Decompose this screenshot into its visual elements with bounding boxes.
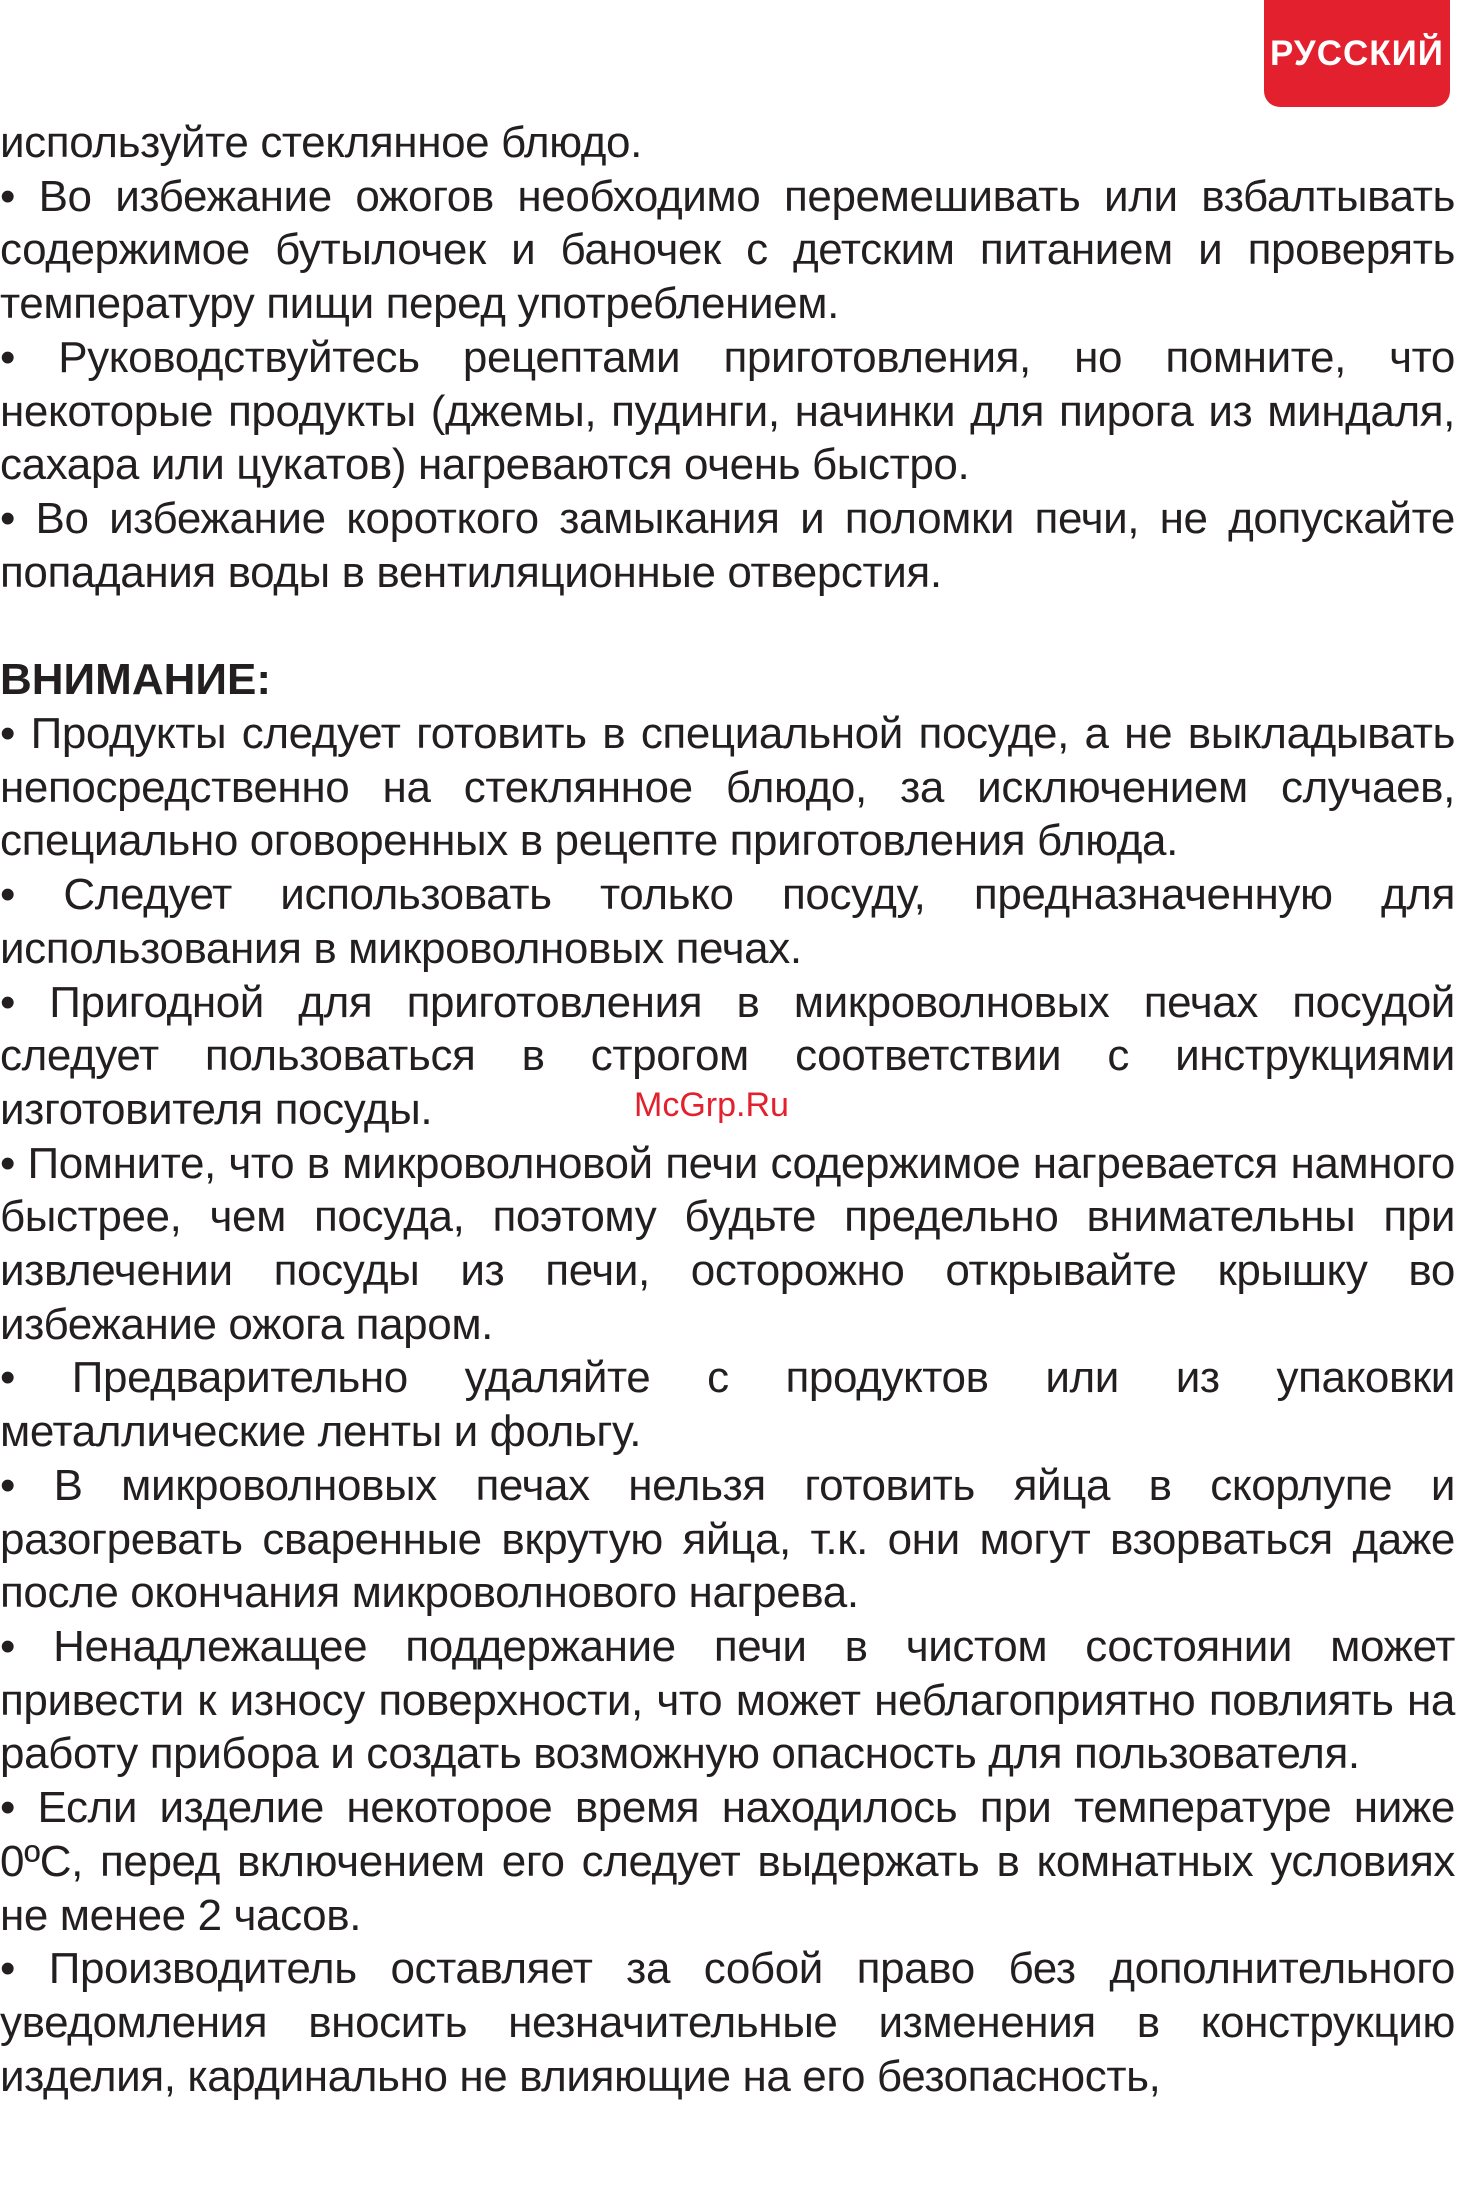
warning-paragraph-1: • Продукты следует готовить в специальной посуде, а не выкладывать непосредственно на стеклянное блюдо, за исключением случаев, специально оговоренных в рецепте приготовления блюда. <box>0 709 1455 866</box>
watermark-text: McGrp.Ru <box>634 1086 789 1124</box>
language-badge: РУССКИЙ <box>1264 0 1450 107</box>
warning-paragraph-7: • Ненадлежащее поддержание печи в чистом состоянии может привести к износу поверхности, что может неблагоприятно повлиять на работу прибора и создать возможную опасность для пользователя. <box>0 1621 1455 1779</box>
warning-heading: ВНИМАНИЕ: <box>0 655 272 705</box>
intro-paragraph-4: • Во избежание короткого замыкания и поломки печи, не допускайте попадания воды в вентиляционные отверстия. <box>0 493 1455 597</box>
warning-paragraph-8: • Если изделие некоторое время находилось при температуре ниже 0ºС, перед включением его следует выдержать в комнатных условиях не менее 2 часов. <box>0 1783 1455 1940</box>
warning-paragraph-6: • В микроволновых печах нельзя готовить яйца в скорлупе и разогревать сваренные вкрутую яйца, т.к. они могут взорваться даже после окончания микроволнового нагрева. <box>0 1460 1455 1618</box>
intro-paragraph-3: • Руководствуйтесь рецептами приготовления, но помните, что некоторые продукты (джемы, пудинги, начинки для пирога из миндаля, сахара или цукатов) нагреваются очень быстро. <box>0 332 1455 490</box>
warning-paragraph-9: • Производитель оставляет за собой право без дополнительного уведомления вносить незначительные изменения в конструкцию изделия, кардинально не влияющие на его безопасность, <box>0 1944 1455 2101</box>
warning-paragraph-4: • Помните, что в микроволновой печи содержимое нагревается намного быстрее, чем посуда, поэтому будьте предельно внимательны при извлечении посуды из печи, осторожно открывайте крышку во избежание ожога паром. <box>0 1138 1455 1349</box>
intro-paragraph-1: используйте стеклянное блюдо. <box>0 118 642 167</box>
intro-paragraph-2: • Во избежание ожогов необходимо перемешивать или взбалтывать содержимое бутылочек и баночек с детским питанием и проверять температуру пищи перед употреблением. <box>0 171 1455 329</box>
warning-paragraph-3: • Пригодной для приготовления в микроволновых печах посудой следует пользоваться в строгом соответствии с инструкциями изготовителя посуды. <box>0 977 1455 1134</box>
warning-paragraph-2: • Следует использовать только посуду, предназначенную для использования в микроволновых печах. <box>0 870 1455 973</box>
section-spacer <box>0 599 1455 653</box>
warning-paragraph-5: • Предварительно удаляйте с продуктов или из упаковки металлические ленты и фольгу. <box>0 1353 1455 1457</box>
